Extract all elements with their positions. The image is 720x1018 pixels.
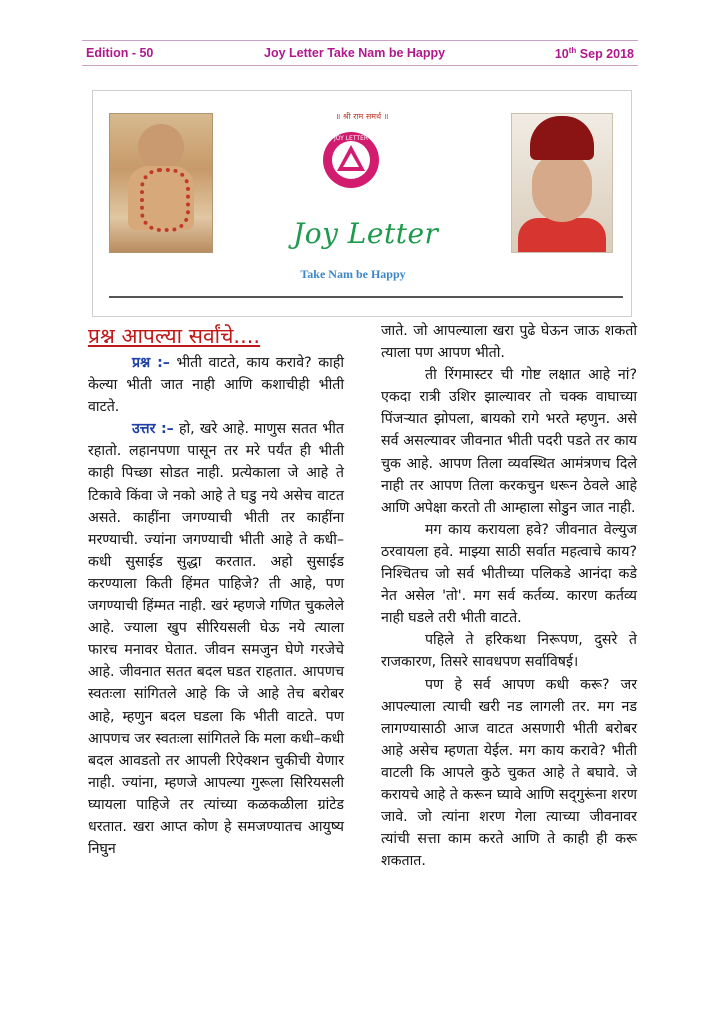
newsletter-title: Joy Letter Take Nam be Happy bbox=[264, 46, 446, 60]
issue-date bbox=[555, 46, 634, 61]
logo-ring-text: JOY LETTER bbox=[333, 135, 369, 142]
saint-photo bbox=[109, 113, 213, 253]
paragraph-5: पण हे सर्व आपण कधी करू? जर आपल्याला त्याची खरी नड लागली तर. मग नड लागण्यासाठी आज वाटत असणारी भीती बरोबर आहे असेच म्हणता येईल. मग काय करावे? भीती वाटली कि आपले कुठे चुकत आहे ते बघावे. जे करायचे आहे ते करून घ्यावे आणि सद्‌गुरूंना शरण जावे. जो त्यांना शरण गेला त्याच्या जीवनावर त्यांची सत्ता काम करते आणि ते काही ही करू शकतात. bbox=[381, 676, 637, 870]
brand-name: Joy Letter bbox=[293, 217, 439, 250]
question-label: प्रश्न :– bbox=[132, 355, 170, 371]
invocation-text: ॥ श्री राम समर्थ ॥ bbox=[335, 112, 389, 121]
edition-label: Edition - 50 bbox=[86, 46, 154, 60]
article-column-left bbox=[88, 352, 344, 860]
paragraph-4: पहिले ते हरिकथा निरूपण, दुसरे ते राजकारण, तिसरे सावधपण सर्वाविषई। bbox=[381, 632, 637, 671]
joy-letter-logo bbox=[322, 131, 380, 189]
answer-text: हो, खरे आहे. माणुस सतत भीत रहातो. लहानपणा पासून तर मरे पर्यंत ही भीती काही पिच्छा सोडत नाही. प्रत्येकाला जे आहे ते टिकावे किंवा जे नको आहे ते घडु नये असेच वाटत असते. काहींना जगण्याची भीती तर काहींना मरण्याची. ज्यांना जगण्याची भीती आहे ते कधी–कधी सुसाईड सुद्धा करतात. अहो सुसाईड करण्याला किती हिंमत पाहिजे? ती आहे, पण जगण्याची हिंम्मत नाही. खरं म्हणजे गणित चुकलेले आहे. ज्याला खुप सीरियसली घेऊ नये त्याला फारच मनावर घेतात. जीवन समजुन घेणे गरजेचे आहे. जीवनात सतत बदल घडत राहतात. आपणच स्वतःला सांगितले आहे कि जे आहे तेच बरोबर आहे, म्हणुन बदल घडला कि भीती वाटते. पण आपणच जर स्वतःला सांगितले कि मला कधी–कधी बदल आवडतो तर आपली रिऐक्शन चुकीची येणार नाही. ज्यांना, म्हणजे आपल्या गुरूला सिरियसली घ्यायला पाहिजे तर त्यांच्या कळकळीला ग्रांटेड धरतात. खरा आप्त कोण हे समजण्यातच आयुष्य निघुन bbox=[88, 421, 344, 858]
paragraph-3: मग काय करायला हवे? जीवनात वेल्युज ठरवायला हवे. माझ्या साठी सर्वात महत्वाचे काय? निश्चितच जो सर्व भीतीच्या पलिकडे आनंदा कडे नेत असेल 'तो'. मग सर्व कर्तव्य. कारण कर्तव्य नाही घडले तरी भीती वाटते. bbox=[381, 521, 637, 627]
paragraph-1: जाते. जो आपल्याला खरा पुढे घेऊन जाऊ शकतो त्याला पण आपण भीतो. bbox=[381, 323, 637, 362]
brand-tagline: Take Nam be Happy bbox=[300, 267, 406, 281]
question-text: भीती वाटते, काय करावे? काही केल्या भीती जात नाही आणि कशाचीही भीती वाटते. bbox=[88, 355, 345, 416]
answer-label: उत्तर :– bbox=[132, 421, 174, 438]
paragraph-2: ती रिंगमास्टर ची गोष्ट लक्षात आहे नां? एकदा रात्री उशिर झाल्यावर तो चक्क वाघाच्या पिंजऱ्यात झोपला, बायको रागे भरते म्हणुन. असे सर्व असल्यावर जीवनात भीती पदरी पडते तर काय चुक आहे. आपण तिला व्यवस्थित आमंत्रणच दिले नाही तर आपण तिला करकचुन धरून ठेवले आहे आणि अपेक्षा करतो ती आम्हाला सोडुन जात नाही. bbox=[381, 367, 637, 516]
author-photo bbox=[511, 113, 613, 253]
date-suffix: th bbox=[568, 46, 577, 55]
date-rest: Sep 2018 bbox=[579, 47, 634, 62]
article-title: प्रश्न आपल्या सर्वांचे.... bbox=[88, 324, 261, 348]
banner-divider bbox=[109, 296, 623, 298]
page-header bbox=[82, 40, 638, 66]
masthead-banner bbox=[92, 90, 632, 317]
date-day: 10 bbox=[554, 47, 569, 62]
article-column-right bbox=[381, 320, 637, 872]
